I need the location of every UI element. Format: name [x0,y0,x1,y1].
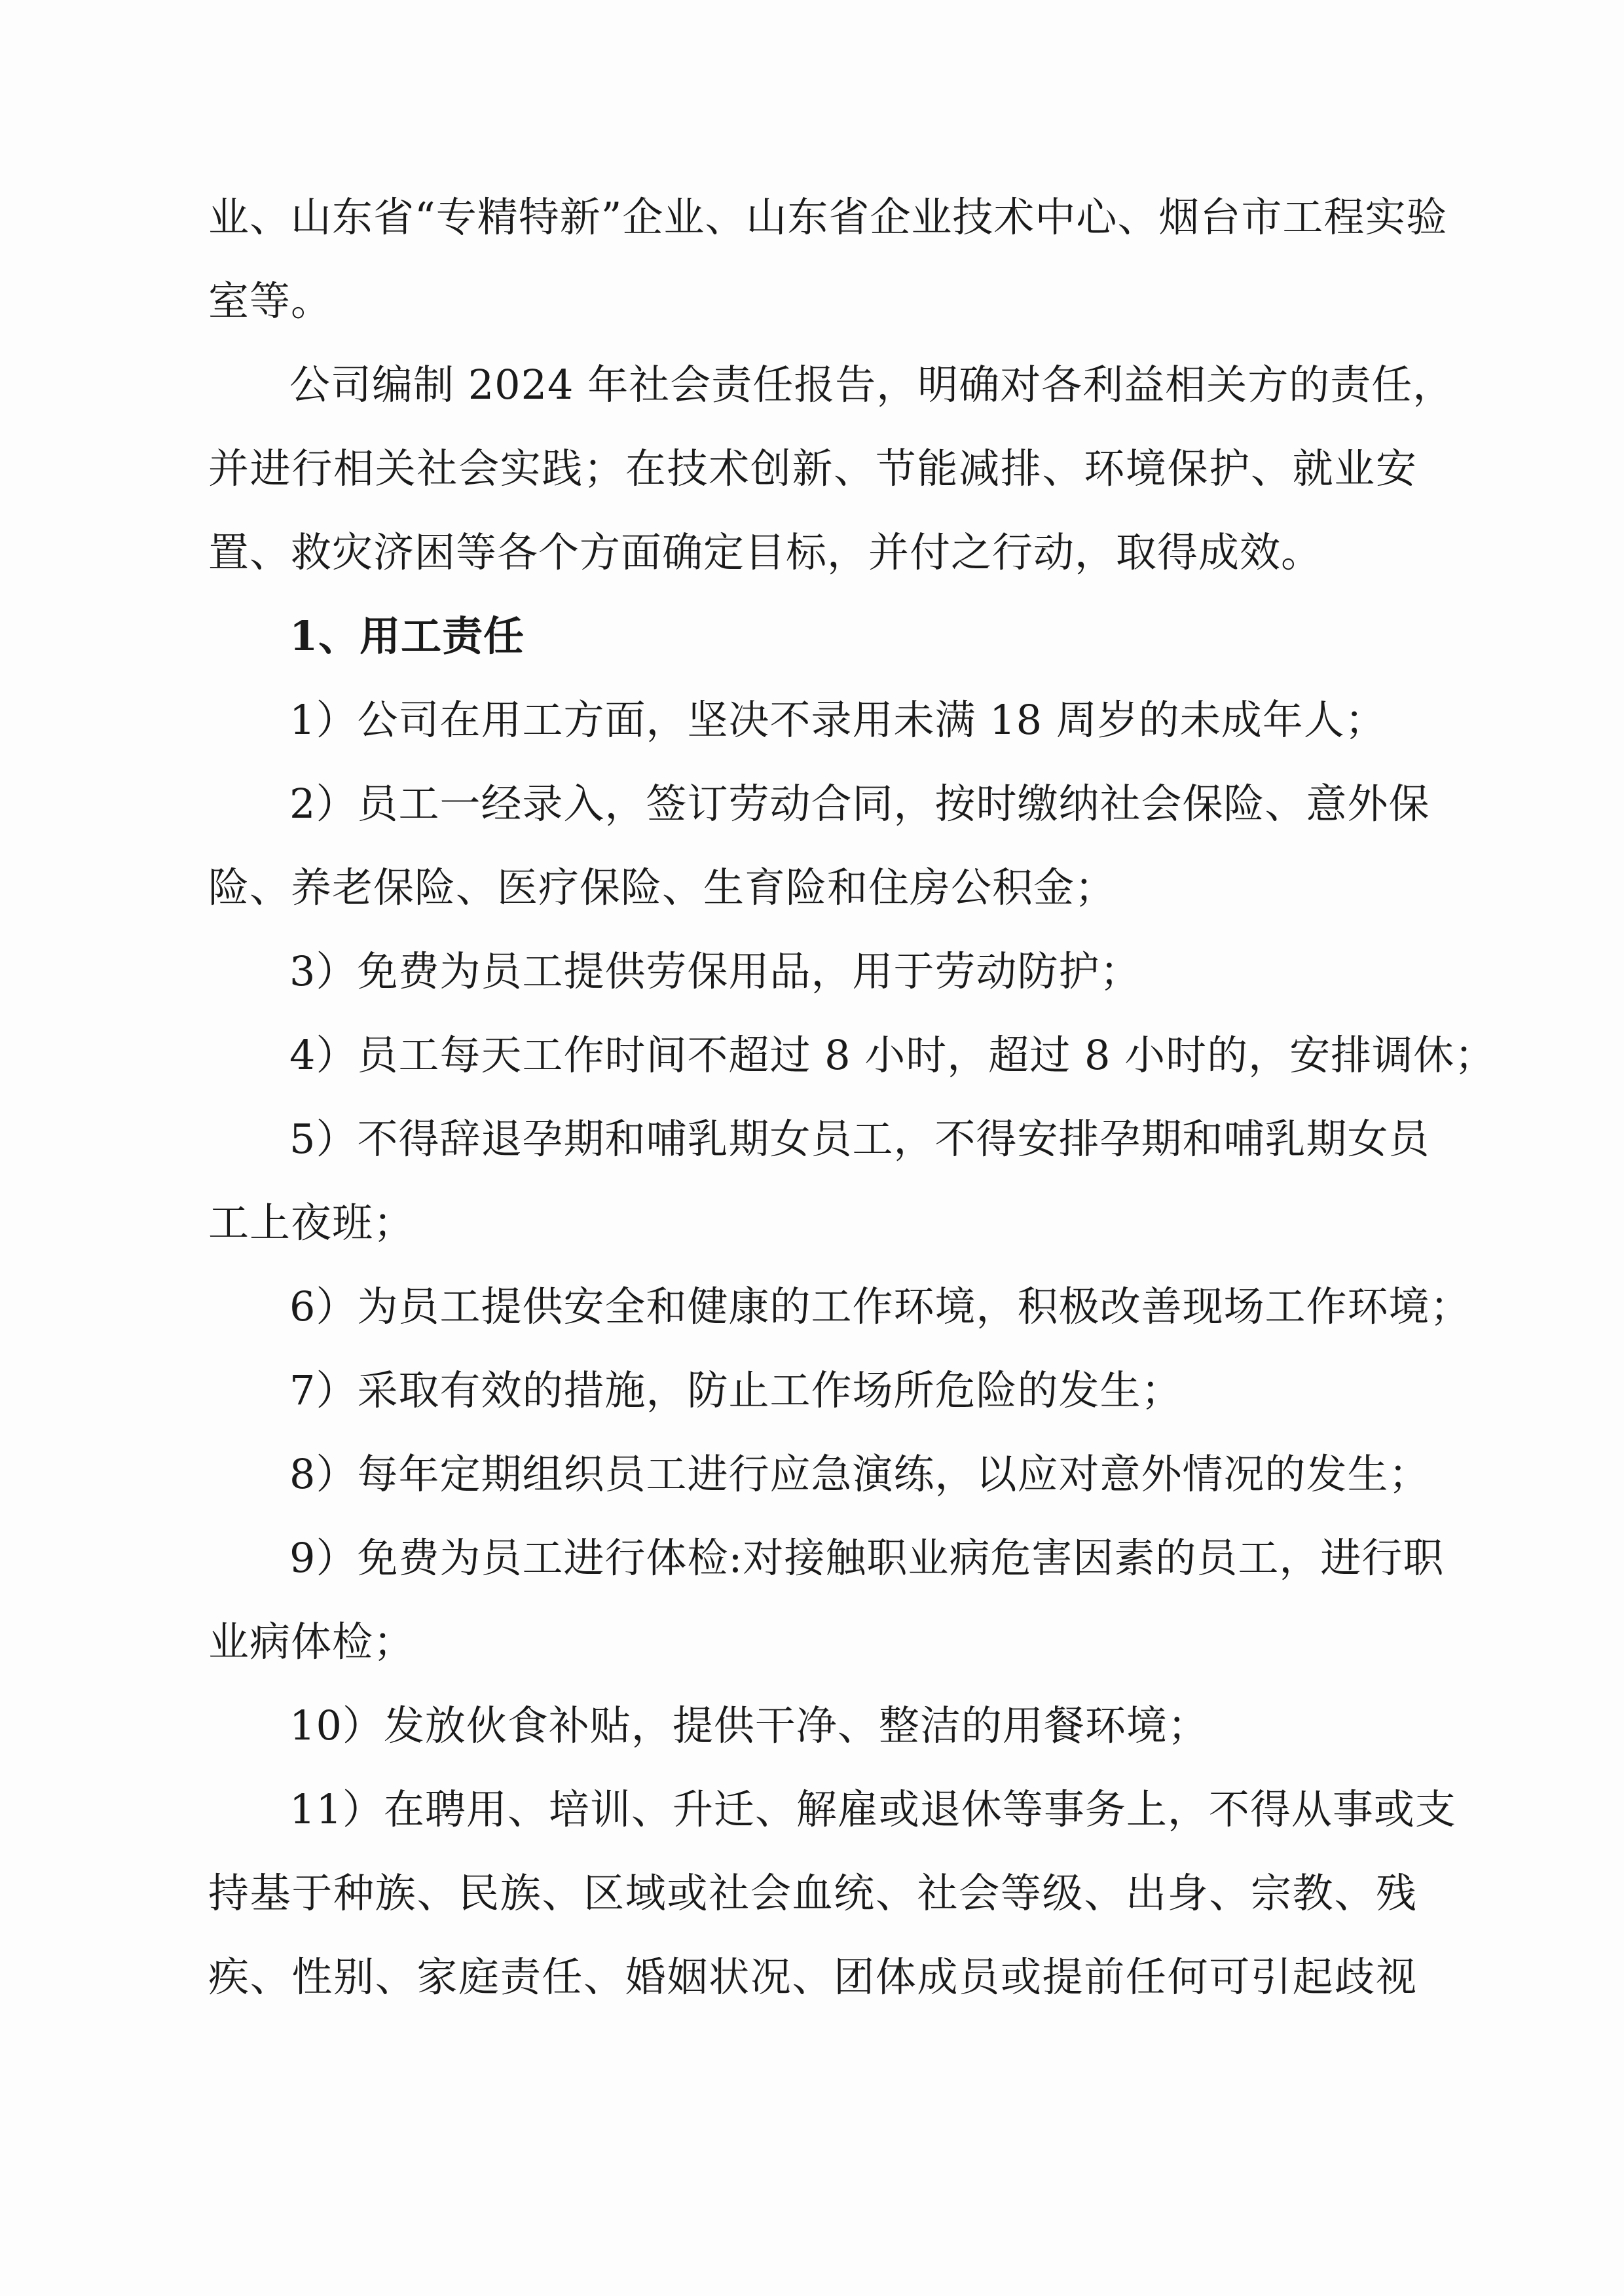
list-item: 1）公司在用工方面，坚决不录用未满 18 周岁的未成年人； [289,696,1386,744]
document-body [208,175,1496,2019]
list-item-continuation: 疾、性别、家庭责任、婚姻状况、团体成员或提前任何可引起歧视 [208,1953,1417,2001]
paragraph-line: 并进行相关社会实践；在技术创新、节能减排、环境保护、就业安 [208,445,1417,492]
paragraph-line: 室等。 [208,277,333,325]
list-item: 11）在聘用、培训、升迁、解雇或退休等事务上，不得从事或支 [289,1785,1456,1833]
list-item: 10）发放伙食补贴，提供干净、整洁的用餐环境； [289,1702,1209,1749]
list-item: 8）每年定期组织员工进行应急演练，以应对意外情况的发生； [289,1450,1430,1498]
paragraph-line: 公司编制 2024 年社会责任报告，明确对各利益相关方的责任， [289,361,1454,409]
list-item: 5）不得辞退孕期和哺乳期女员工，不得安排孕期和哺乳期女员 [289,1115,1430,1163]
paragraph-line: 业、山东省“专精特新”企业、山东省企业技术中心、烟台市工程实验 [208,193,1448,241]
list-item-continuation: 工上夜班； [208,1199,415,1247]
paragraph-line: 置、救灾济困等各个方面确定目标，并付之行动，取得成效。 [208,528,1323,576]
list-item: 4）员工每天工作时间不超过 8 小时，超过 8 小时的，安排调休； [289,1031,1496,1079]
list-item-continuation: 险、养老保险、医疗保险、生育险和住房公积金； [208,864,1116,911]
list-item: 7）采取有效的措施，防止工作场所危险的发生； [289,1366,1183,1414]
section-heading: 1、用工责任 [289,612,525,660]
list-item: 6）为员工提供安全和健康的工作环境，积极改善现场工作环境； [289,1283,1471,1330]
list-item: 3）免费为员工提供劳保用品，用于劳动防护； [289,947,1141,995]
list-item-continuation: 业病体检； [208,1618,415,1666]
list-item: 2）员工一经录入，签订劳动合同，按时缴纳社会保险、意外保 [289,780,1430,828]
list-item-continuation: 持基于种族、民族、区域或社会血统、社会等级、出身、宗教、残 [208,1869,1417,1917]
list-item: 9）免费为员工进行体检:对接触职业病危害因素的员工，进行职 [289,1534,1445,1582]
